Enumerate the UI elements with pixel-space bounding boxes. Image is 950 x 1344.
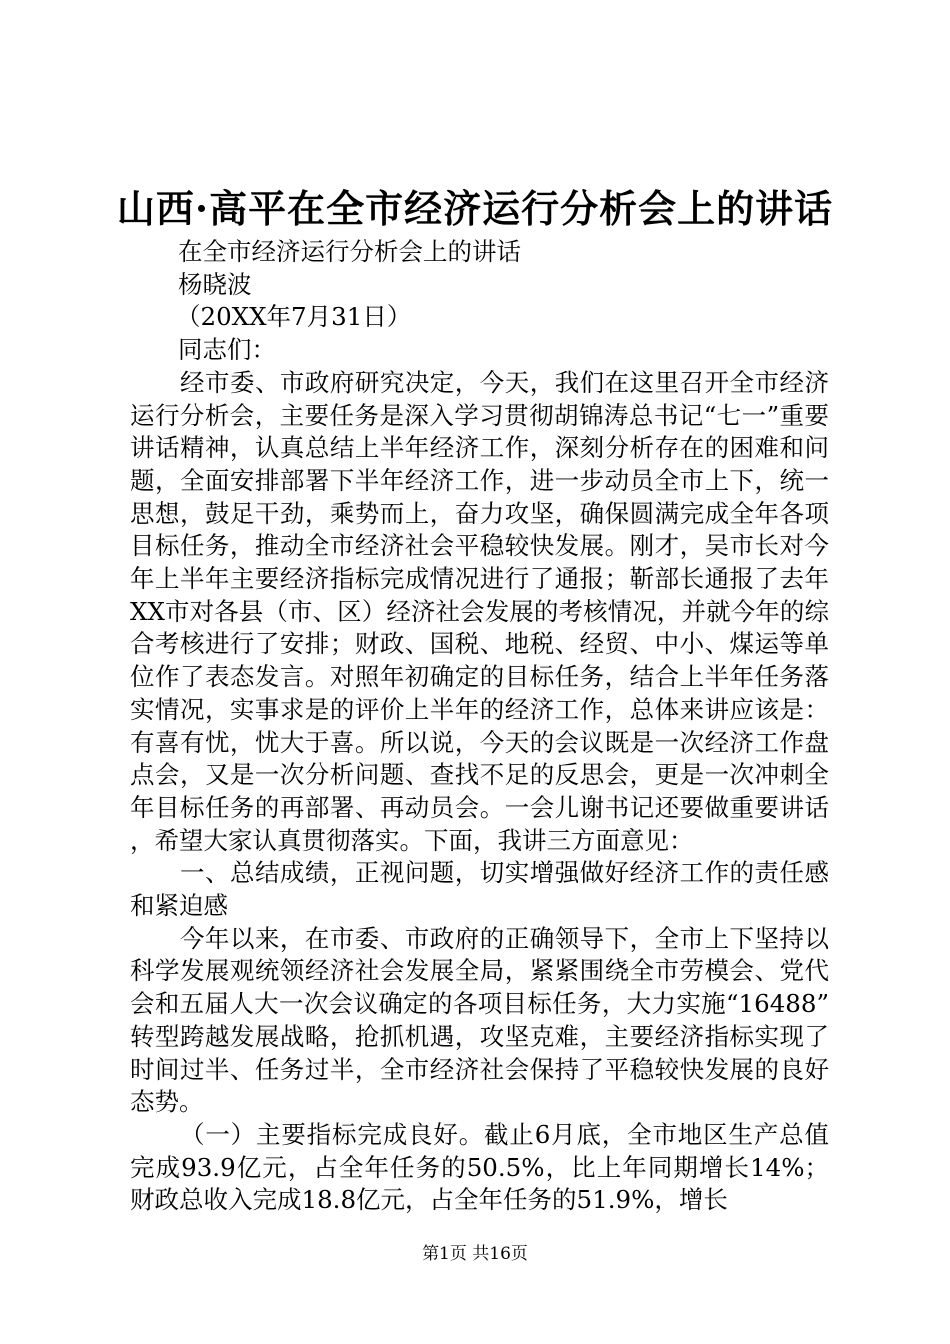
body-paragraph-summary: 今年以来，在市委、市政府的正确领导下，全市上下坚持以科学发展观统领经济社会发展全局，紧紧围绕全市劳模会、党代会和五届人大一次会议确定的各项目标任务，大力实施“16488”转型跨越发展战略，抢抓机遇，攻坚克难，主要经济指标实现了时间过半、任务过半，全市经济社会保持了平稳较快发展的良好态势。: [130, 923, 829, 1117]
salutation: 同志们：: [178, 335, 276, 365]
body-paragraph-intro: 经市委、市政府研究决定，今天，我们在这里召开全市经济运行分析会，主要任务是深入学习贯彻胡锦涛总书记“七一”重要讲话精神，认真总结上半年经济工作，深刻分析存在的困难和问题，全面安排部署下半年经济工作，进一步动员全市上下，统一思想，鼓足干劲，乘势而上，奋力攻坚，确保圆满完成全年各项目标任务，推动全市经济社会平稳较快发展。刚才，吴市长对今年上半年主要经济指标完成情况进行了通报；靳部长通报了去年XX市对各县（市、区）经济社会发展的考核情况，并就今年的综合考核进行了安排；财政、国税、地税、经贸、中小、煤运等单位作了表态发言。对照年初确定的目标任务，结合上半年任务落实情况，实事求是的评价上半年的经济工作，总体来讲应该是：有喜有忧，忧大于喜。所以说，今天的会议既是一次经济工作盘点会，又是一次分析问题、查找不足的反思会，更是一次冲刺全年目标任务的再部署、再动员会。一会儿谢书记还要做重要讲话，希望大家认真贯彻落实。下面，我讲三方面意见：: [130, 367, 829, 855]
speech-subtitle: 在全市经济运行分析会上的讲话: [178, 237, 521, 266]
body-paragraph-indicators: （一）主要指标完成良好。截止6月底，全市地区生产总值完成93.9亿元，占全年任务的50.5%，比上年同期增长14%；财政总收入完成18.8亿元，占全年任务的51.9%，增长: [130, 1119, 829, 1215]
page-number-footer: 第1页 共16页: [422, 1244, 528, 1264]
section-heading: 一、总结成绩，正视问题，切实增强做好经济工作的责任感和紧迫感: [130, 858, 829, 921]
document-body: [130, 236, 829, 1217]
document-title: 山西·高平在全市经济运行分析会上的讲话: [116, 186, 834, 231]
speaker-name: 杨晓波: [178, 269, 252, 299]
speech-date: （20XX年7月31日）: [176, 302, 412, 332]
